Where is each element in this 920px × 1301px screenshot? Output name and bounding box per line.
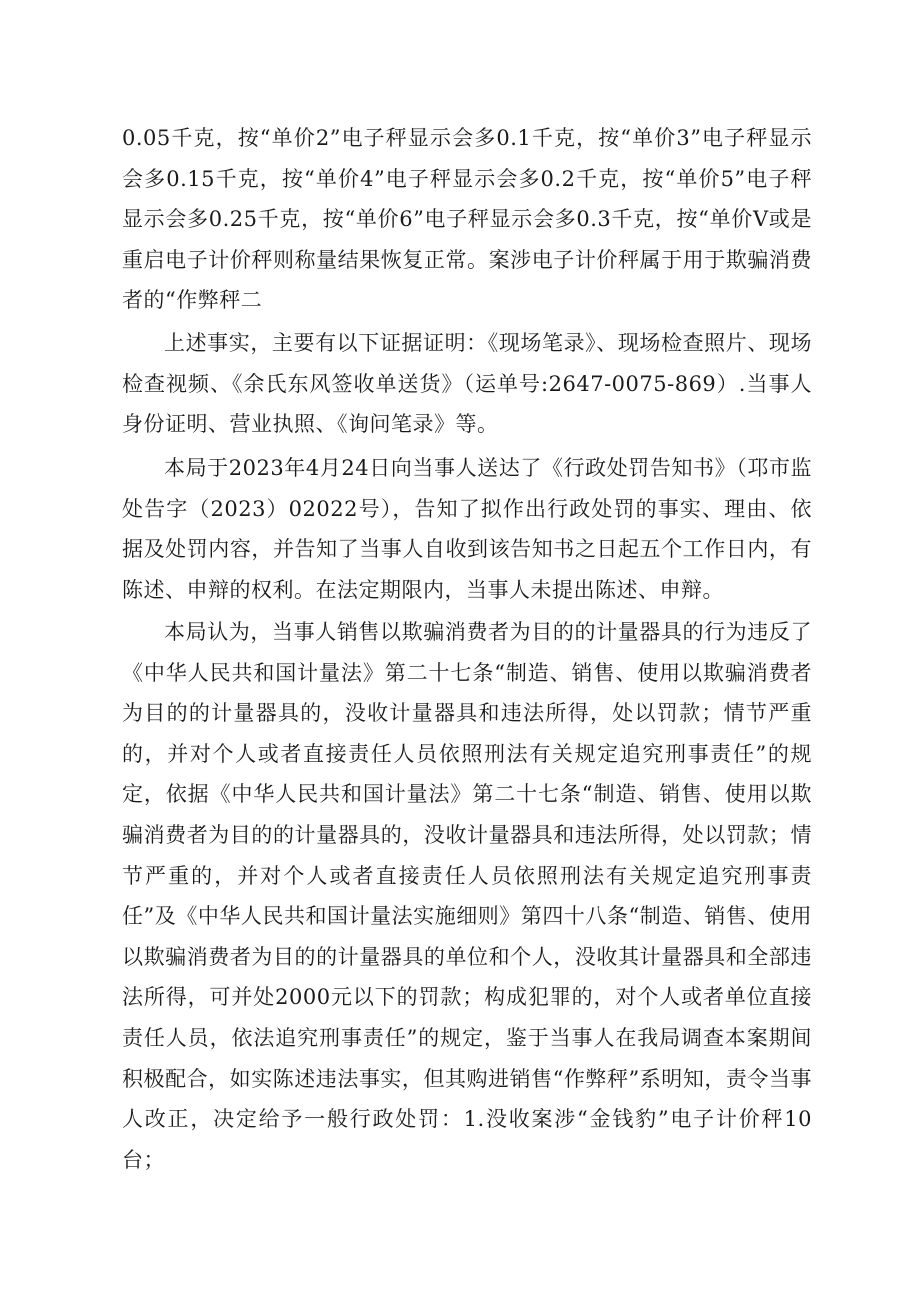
paragraph-scale-deviation-facts: 0.05千克，按“单价2”电子秤显示会多0.1千克，按“单价3”电子秤显示会多0.15千克，按“单价4”电子秤显示会多0.2千克，按“单价5”电子秤显示会多0.25千克，按“单价6”电子秤显示会多0.3千克，按“单价V或是重启电子计价秤则称量结果恢复正常。案涉电子计价秤属于用于欺骗消费者的“作弊秤二 <box>122 126 812 313</box>
paragraph-evidence: 上述事实，主要有以下证据证明：《现场笔录》、现场检查照片、现场检查视频、《余氏东风签收单送货》（运单号:2647-0075-869）.当事人身份证明、营业执照、《询问笔录》等。 <box>122 331 812 437</box>
paragraph-notice-delivery: 本局于2023年4月24日向当事人送达了《行政处罚告知书》（邛市监处告字（2023）02022号），告知了拟作出行政处罚的事实、理由、依据及处罚内容，并告知了当事人自收到该告知书之日起五个工作日内，有陈述、申辩的权利。在法定期限内，当事人未提出陈述、申辩。 <box>122 456 812 602</box>
paragraph-legal-basis-decision: 本局认为，当事人销售以欺骗消费者为目的的计量器具的行为违反了《中华人民共和国计量法》第二十七条“制造、销售、使用以欺骗消费者为目的的计量器具的，没收计量器具和违法所得，处以罚款；情节严重的，并对个人或者直接责任人员依照刑法有关规定追究刑事责任”的规定，依据《中华人民共和国计量法》第二十七条“制造、销售、使用以欺骗消费者为目的的计量器具的，没收计量器具和违法所得，处以罚款；情节严重的，并对个人或者直接责任人员依照刑法有关规定追究刑事责任”及《中华人民共和国计量法实施细则》第四十八条“制造、销售、使用以欺骗消费者为目的的计量器具的单位和个人，没收其计量器具和全部违法所得，可并处2000元以下的罚款；构成犯罪的，对个人或者单位直接责任人员，依法追究刑事责任”的规定，鉴于当事人在我局调查本案期间积极配合，如实陈述违法事实，但其购进销售“作弊秤”系明知，责令当事人改正，决定给予一般行政处罚：1.没收案涉“金钱豹”电子计价秤10台； <box>122 620 812 1172</box>
